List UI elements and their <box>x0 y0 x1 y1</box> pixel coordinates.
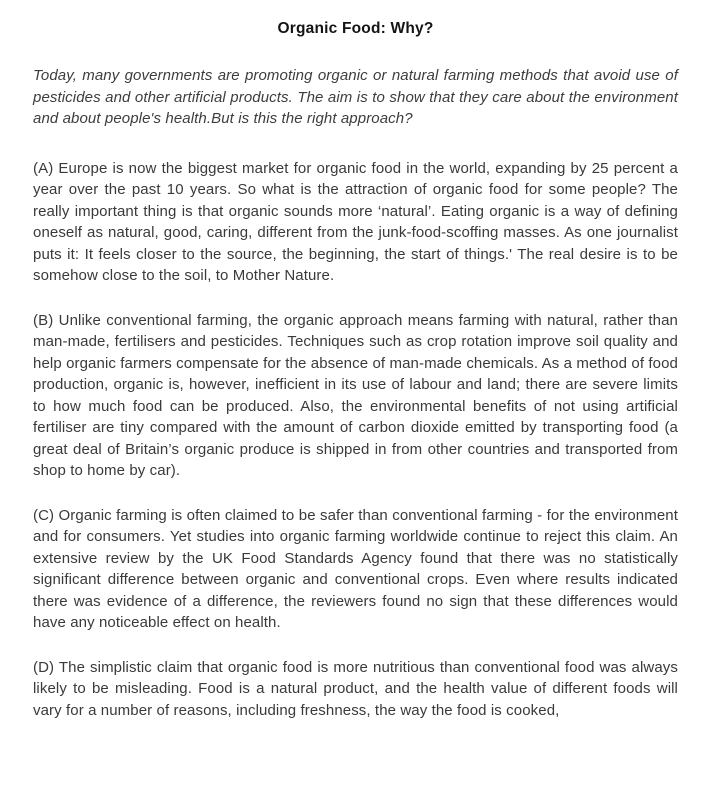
paragraph-c: (C) Organic farming is often claimed to be safer than conventional farming - for the environment and for consumers. Yet studies into organic farming worldwide continue to reject this claim. An extensive review by the UK Food Standards Agency found that there was no statistically significant difference between organic and conventional crops. Even where results indicated there was evidence of a difference, the reviewers found no sign that these differences would have any noticeable effect on health. <box>33 506 678 631</box>
page-title: Organic Food: Why? <box>277 20 434 37</box>
paragraph-a: (A) Europe is now the biggest market for organic food in the world, expanding by 25 percent a year over the past 10 years. So what is the attraction of organic food for some people? The really important thing is that organic sounds more ‘natural’. Eating organic is a way of defining oneself as natural, good, caring, different from the junk-food-scoffing masses. As one journalist puts it: It feels closer to the source, the beginning, the start of things.' The real desire is to be somehow close to the soil, to Mother Nature. <box>33 159 678 284</box>
paragraph-d: (D) The simplistic claim that organic food is more nutritious than conventional food was always likely to be misleading. Food is a natural product, and the health value of different foods will vary for a number of reasons, including freshness, the way the food is cooked, <box>33 658 678 719</box>
paragraph-b: (B) Unlike conventional farming, the organic approach means farming with natural, rather than man-made, fertilisers and pesticides. Techniques such as crop rotation improve soil quality and help organic farmers compensate for the absence of man-made chemicals. As a method of food production, organic is, however, inefficient in its use of labour and land; there are severe limits to how much food can be produced. Also, the environmental benefits of not using artificial fertiliser are tiny compared with the amount of carbon dioxide emitted by transporting food (a great deal of Britain’s organic produce is shipped in from other countries and transported from shop to home by car). <box>33 311 678 479</box>
intro-paragraph: Today, many governments are promoting organic or natural farming methods that avoid use of pesticides and other artificial products. The aim is to show that they care about the environment and about people's health.But is this the right approach? <box>33 67 678 127</box>
